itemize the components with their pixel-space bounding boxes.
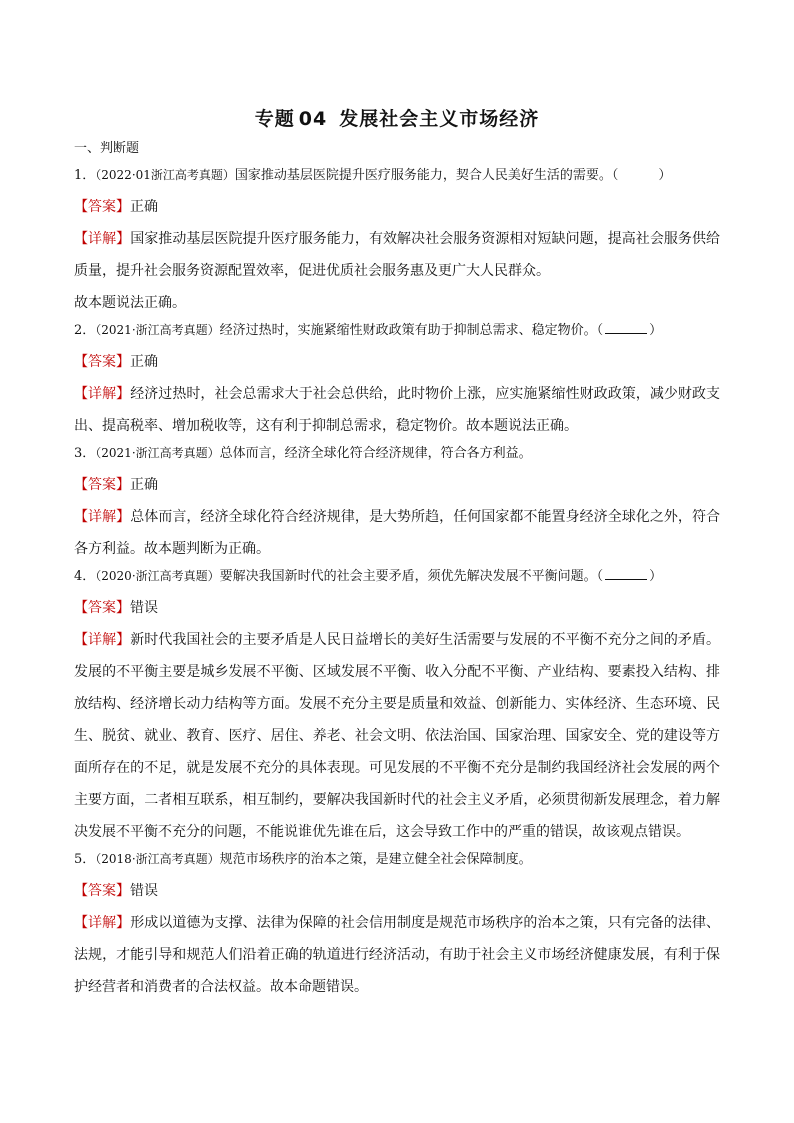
question-item-2 [74, 319, 720, 442]
section-heading: 一、判断题 [74, 141, 140, 156]
detail-line [74, 378, 720, 442]
answer-line [74, 592, 720, 624]
page-title [0, 104, 794, 131]
answer-line [74, 346, 720, 378]
answer-value: 正确 [130, 477, 158, 493]
answer-tag: 【答案】 [74, 354, 130, 370]
answer-tag: 【答案】 [74, 600, 130, 616]
question-item-5 [74, 848, 720, 1003]
detail-line [74, 223, 720, 287]
title-prefix: 专题 [254, 108, 295, 130]
question-text: 5．（2018·浙江高考真题）规范市场秩序的治本之策，是建立健全社会保障制度。 [74, 852, 532, 867]
detail-tag: 【详解】 [74, 509, 131, 525]
answer-blank[interactable] [605, 567, 647, 580]
question-item-4 [74, 565, 720, 848]
question-list [74, 164, 720, 1003]
answer-value: 错误 [130, 883, 158, 899]
answer-blank[interactable] [620, 167, 656, 179]
detail-text: 总体而言，经济全球化符合经济规律，是大势所趋，任何国家都不能置身经济全球化之外，符合各方利益。故本题判断为正确。 [74, 509, 721, 557]
answer-line [74, 191, 720, 223]
question-text: 1．（2022·01浙江高考真题）国家推动基层医院提升医疗服务能力，契合人民美好生活的需要。（ ） [74, 168, 672, 183]
title-number: 04 [298, 108, 328, 130]
detail-text: 国家推动基层医院提升医疗服务能力，有效解决社会服务资源相对短缺问题，提高社会服务供给质量，提升社会服务资源配置效率，促进优质社会服务惠及更广大人民群众。 [74, 231, 721, 279]
detail-tag: 【详解】 [74, 915, 131, 931]
question-text: 3．（2021·浙江高考真题）总体而言，经济全球化符合经济规律，符合各方利益。 [74, 446, 532, 461]
title-text: 发展社会主义市场经济 [339, 108, 540, 130]
detail-line [74, 624, 720, 848]
question-text: 2．（2021·浙江高考真题）经济过热时，实施紧缩性财政政策有助于抑制总需求、稳定物价。（ ） [74, 323, 663, 338]
detail-tag: 【详解】 [74, 386, 131, 402]
question-item-1 [74, 164, 720, 319]
detail-tag: 【详解】 [74, 231, 131, 247]
answer-value: 正确 [130, 199, 158, 215]
conclusion-line: 故本题说法正确。 [74, 295, 186, 311]
answer-value: 错误 [130, 600, 158, 616]
detail-tag: 【详解】 [74, 632, 131, 648]
answer-tag: 【答案】 [74, 199, 130, 215]
detail-text: 新时代我国社会的主要矛盾是人民日益增长的美好生活需要与发展的不平衡不充分之间的矛盾。发展的不平衡主要是城乡发展不平衡、区域发展不平衡、收入分配不平衡、产业结构、要素投入结构、排放结构、经济增长动力结构等方面。发展不充分主要是质量和效益、创新能力、实体经济、生态环境、民生、脱贫、就业、教育、医疗、居住、养老、社会文明、依法治国、国家治理、国家安全、党的建设等方面所存在的不足，就是发展不充分的具体表现。可见发展的不平衡不充分是制约我国经济社会发展的两个主要方面，二者相互联系，相互制约，要解决我国新时代的社会主义矛盾，必须贯彻新发展理念，着力解决发展不平衡不充分的问题，不能说谁优先谁在后，这会导致工作中的严重的错误，故该观点错误。 [74, 632, 721, 840]
detail-text: 经济过热时，社会总需求大于社会总供给，此时物价上涨，应实施紧缩性财政政策，减少财政支出、提高税率、增加税收等，这有利于抑制总需求，稳定物价。故本题说法正确。 [74, 386, 721, 434]
detail-line [74, 501, 720, 565]
answer-value: 正确 [130, 354, 158, 370]
answer-tag: 【答案】 [74, 477, 130, 493]
question-text: 4．（2020·浙江高考真题）要解决我国新时代的社会主要矛盾，须优先解决发展不平衡问题。（ ） [74, 569, 663, 584]
answer-line [74, 469, 720, 501]
answer-tag: 【答案】 [74, 883, 130, 899]
answer-line [74, 875, 720, 907]
detail-text: 形成以道德为支撑、法律为保障的社会信用制度是规范市场秩序的治本之策，只有完备的法律、法规，才能引导和规范人们沿着正确的轨道进行经济活动，有助于社会主义市场经济健康发展，有利于保护经营者和消费者的合法权益。故本命题错误。 [74, 915, 721, 995]
answer-blank[interactable] [605, 321, 647, 334]
detail-line [74, 907, 720, 1003]
question-item-3 [74, 442, 720, 565]
